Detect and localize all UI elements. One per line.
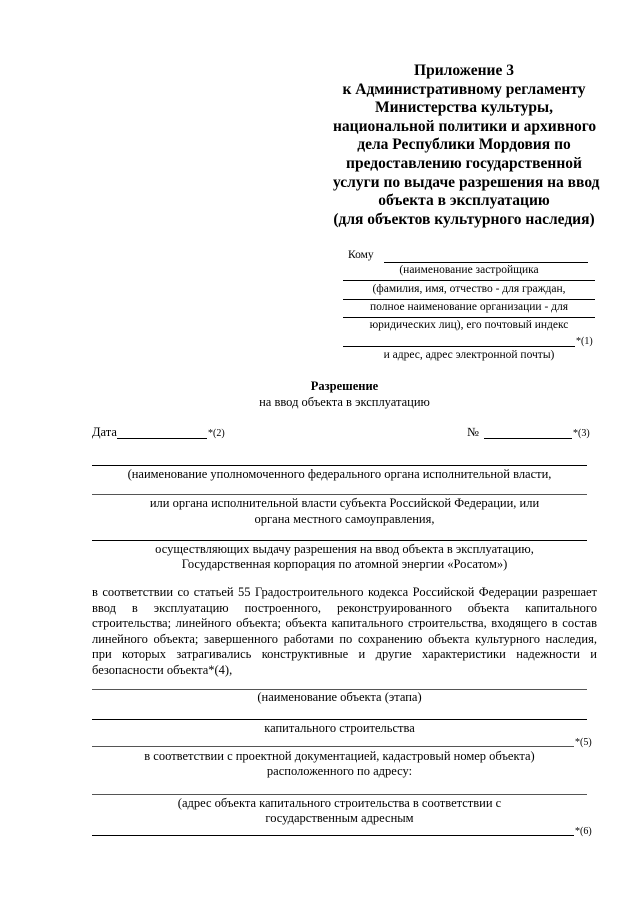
addressee-caption: полное наименование организации - для xyxy=(369,301,569,313)
appendix-line: услуги по выдаче разрешения на ввод xyxy=(333,173,600,191)
permit-paragraph: в соответствии со статьей 55 Градостроительного кодекса Российской Федерации разрешает ввод в эксплуатацию построенного, реконструированного объекта капитального строительства; линейного объекта; объекта капитального строительства, входящего в состав линейного объекта; завершенного работами по сохранению объекта культурного наследия, при которых затрагивались конструктивные и другие характеристики надежности и безопасности объекта*(4), xyxy=(92,585,597,677)
addressee-rule xyxy=(343,280,595,281)
addressee-caption: (фамилия, имя, отчество - для граждан, xyxy=(372,283,566,295)
object-caption: расположенного по адресу: xyxy=(266,764,413,778)
object-rule xyxy=(92,746,574,747)
object-caption: в соответствии с проектной документацией, кадастровый номер объекта) xyxy=(144,749,535,763)
appendix-line: (для объектов культурного наследия) xyxy=(333,210,595,228)
authority-caption: или органа исполнительной власти субъекта Российской Федерации, или xyxy=(149,496,540,510)
addressee-rule xyxy=(343,299,595,300)
authority-caption: органа местного самоуправления, xyxy=(254,512,435,526)
document-subtitle: на ввод объекта в эксплуатацию xyxy=(259,395,430,409)
appendix-line: дела Республики Мордовия по xyxy=(357,136,571,154)
footnote-mark: *(5) xyxy=(575,737,592,748)
addressee-rule xyxy=(343,317,595,318)
address-rule xyxy=(92,835,574,836)
addressee-caption: и адрес, адрес электронной почты) xyxy=(383,349,555,361)
addressee-caption: (наименование застройщика xyxy=(399,264,539,276)
object-rule xyxy=(92,719,587,720)
appendix-line: предоставлению государственной xyxy=(346,154,582,172)
authority-rule xyxy=(92,540,587,541)
to-label: Кому xyxy=(348,249,374,261)
number-label: № xyxy=(467,425,479,439)
address-caption: государственным адресным xyxy=(265,811,414,825)
authority-caption: (наименование уполномоченного федерального органа исполнительной власти, xyxy=(127,467,552,481)
authority-rule xyxy=(92,465,587,466)
addressee-caption: юридических лиц), его почтовый индекс xyxy=(369,319,569,331)
authority-caption: Государственная корпорация по атомной энергии «Росатом») xyxy=(181,557,508,571)
appendix-line: объекта в эксплуатацию xyxy=(378,192,550,210)
footnote-mark: *(3) xyxy=(573,428,590,439)
date-underline xyxy=(117,438,207,439)
appendix-line: национальной политики и архивного xyxy=(333,117,597,135)
appendix-line: к Административному регламенту xyxy=(342,80,586,98)
appendix-line: Министерства культуры, xyxy=(374,99,554,117)
footnote-mark: *(6) xyxy=(575,826,592,837)
object-caption: капитального строительства xyxy=(264,721,415,735)
authority-rule xyxy=(92,494,587,495)
object-caption: (наименование объекта (этапа) xyxy=(257,690,422,704)
addressee-rule xyxy=(343,346,575,347)
authority-caption: осуществляющих выдачу разрешения на ввод объекта в эксплуатацию, xyxy=(155,542,534,556)
to-underline xyxy=(384,262,588,263)
address-rule xyxy=(92,794,587,795)
date-label: Дата xyxy=(92,425,117,439)
document-title: Разрешение xyxy=(310,379,379,393)
footnote-mark: *(1) xyxy=(576,336,593,347)
footnote-mark: *(2) xyxy=(208,428,225,439)
appendix-line: Приложение 3 xyxy=(414,62,514,79)
address-caption: (адрес объекта капитального строительства в соответствии с xyxy=(177,796,502,810)
appendix-header xyxy=(333,62,600,229)
number-underline xyxy=(484,438,572,439)
